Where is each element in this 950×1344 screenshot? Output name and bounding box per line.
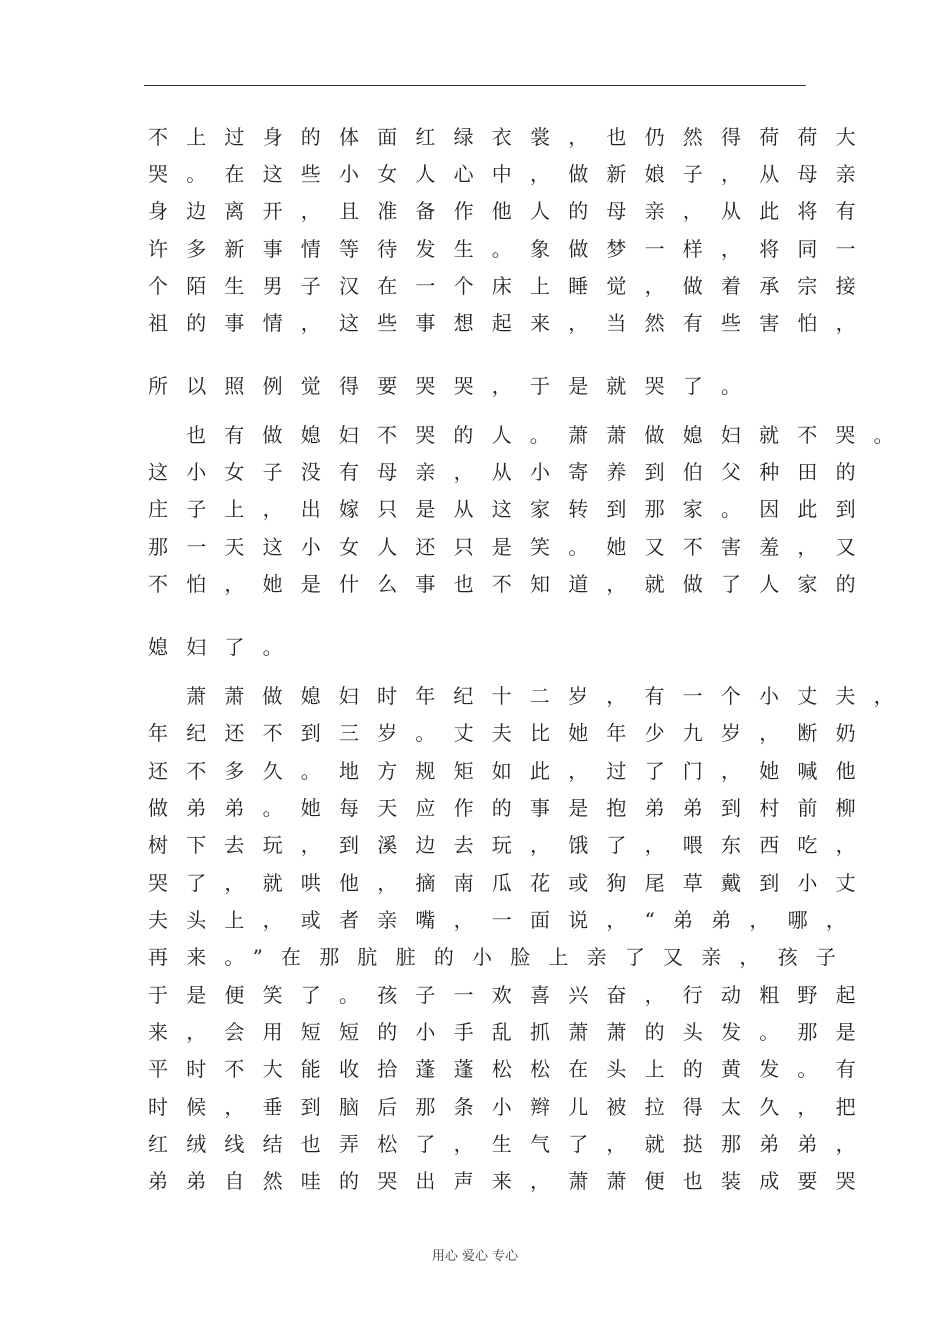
text-line: 哭。在这些小女人心中，做新娘子，从母亲 — [148, 162, 874, 186]
text-line: 萧萧做媳妇时年纪十二岁，有一个小丈夫， — [186, 684, 912, 708]
text-line: 这小女子没有母亲，从小寄养到伯父种田的 — [148, 460, 874, 484]
text-line: 弟弟自然哇的哭出声来，萧萧便也装成要哭 — [148, 1169, 874, 1193]
text-line: 不怕，她是什么事也不知道，就做了人家的 — [148, 572, 874, 596]
text-line: 时候，垂到脑后那条小辫儿被拉得太久，把 — [148, 1095, 874, 1119]
header-rule — [144, 85, 806, 86]
text-line: 庄子上，出嫁只是从这家转到那家。因此到 — [148, 497, 874, 521]
text-line: 夫头上，或者亲嘴，一面说，“弟弟，哪， — [148, 908, 865, 932]
text-line: 树下去玩，到溪边去玩，饿了，喂东西吃， — [148, 833, 874, 857]
text-line: 祖的事情，这些事想起来，当然有些害怕， — [148, 311, 874, 335]
text-line: 媳妇了。 — [148, 635, 301, 659]
text-line: 做弟弟。她每天应作的事是抱弟弟到村前柳 — [148, 796, 874, 820]
text-line: 年纪还不到三岁。丈夫比她年少九岁，断奶 — [148, 721, 874, 745]
text-line: 不上过身的体面红绿衣裳，也仍然得荷荷大 — [148, 125, 874, 149]
text-line: 所以照例觉得要哭哭，于是就哭了。 — [148, 374, 760, 398]
text-line: 身边离开，且准备作他人的母亲，从此将有 — [148, 199, 874, 223]
text-line: 个陌生男子汉在一个床上睡觉，做着承宗接 — [148, 274, 874, 298]
page-footer: 用心 爱心 专心 — [431, 1249, 519, 1264]
text-line: 再来。”在那肮脏的小脸上亲了又亲，孩子 — [148, 945, 855, 969]
text-line: 那一天这小女人还只是笑。她又不害羞，又 — [148, 535, 874, 559]
text-line: 平时不大能收拾蓬蓬松松在头上的黄发。有 — [148, 1057, 874, 1081]
text-line: 于是便笑了。孩子一欢喜兴奋，行动粗野起 — [148, 983, 874, 1007]
text-line: 许多新事情等待发生。象做梦一样，将同一 — [148, 237, 874, 261]
text-line: 还不多久。地方规矩如此，过了门，她喊他 — [148, 759, 874, 783]
text-line: 来，会用短短的小手乱抓萧萧的头发。那是 — [148, 1020, 874, 1044]
text-line: 哭了，就哄他，摘南瓜花或狗尾草戴到小丈 — [148, 871, 874, 895]
text-line: 红绒线结也弄松了，生气了，就挞那弟弟， — [148, 1132, 874, 1156]
text-line: 也有做媳妇不哭的人。萧萧做媳妇就不哭。 — [186, 423, 912, 447]
